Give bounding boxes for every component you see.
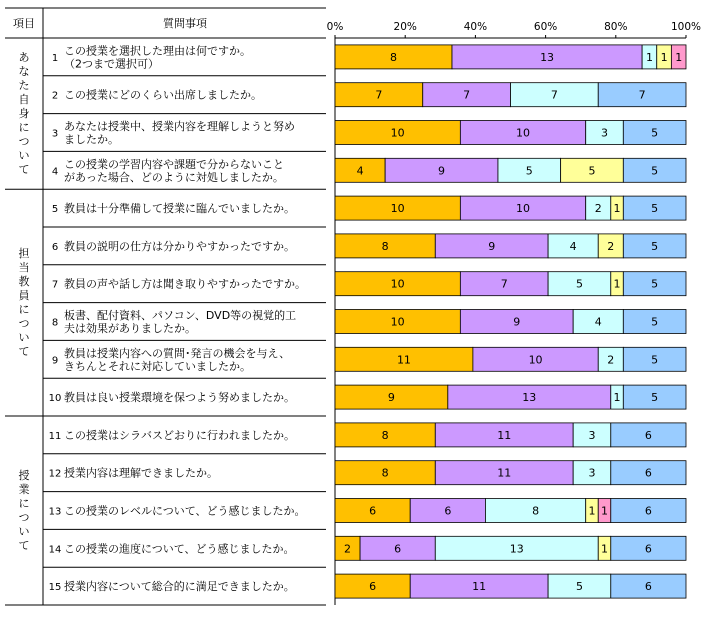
bar-segment-label: 7 [463,88,471,102]
question-number: 8 [51,317,59,329]
question-text: 授業内容について総合的に満足できましたか。 [64,580,295,594]
bar-segment-label: 10 [516,202,531,216]
bar-segment-label: 11 [497,466,512,480]
question-column-header: 質問事項 [163,17,207,30]
bar-segment-label: 4 [594,315,602,329]
x-tick-label: 20% [393,21,417,33]
bar-segment-label: 9 [387,391,395,405]
bar-segment-label: 4 [569,239,577,253]
bar-segment-label: 3 [588,466,596,480]
question-number: 12 [48,468,62,480]
question-text: 教員は十分準備して授業に臨んでいましたか。 [64,202,295,216]
bar-segment-label: 6 [644,504,652,518]
bar-segment-label: 6 [394,542,402,556]
x-tick-label: 60% [533,21,558,33]
bar-segment-label: 6 [369,580,377,594]
question-text: この授業はシラバスどおりに行われましたか。 [64,428,295,442]
bar-segment-label: 1 [601,504,609,518]
question-number: 11 [48,430,62,442]
bar-segment-label: 5 [651,315,659,329]
question-number: 10 [48,393,62,405]
bar-segment-label: 9 [488,239,496,253]
bar-segment-label: 10 [390,315,405,329]
question-table [5,8,326,38]
bar-segment-label: 6 [644,428,652,442]
bar-segment-label: 9 [513,315,521,329]
bar-segment-label: 11 [472,580,487,594]
bar-segment-label: 1 [660,50,668,64]
question-text: きちんとそれに対応していましたか。 [64,359,251,373]
bar-segment-label: 7 [638,88,646,102]
question-text: ましたか。 [64,133,119,146]
x-tick-label: 100% [670,21,702,33]
bar-segment-label: 8 [390,50,397,64]
item-column-header: 項目 [13,17,35,30]
question-text: 教員は授業内容への質問･発言の機会を与え、 [64,346,291,360]
question-number: 14 [48,544,62,556]
bar-segment-label: 8 [381,466,389,480]
question-text: 夫は効果がありましたか。 [64,322,196,335]
category-label-0: あなた自身について [18,51,30,177]
x-tick-label: 0% [326,21,344,33]
bar-segment-label: 1 [613,202,621,216]
bar-segment-label: 5 [651,239,659,253]
bar-segment-label: 2 [594,202,602,216]
x-tick-label: 80% [604,21,628,33]
bar-segment-label: 1 [675,50,683,64]
question-text: 板書、配付資料、パソコン、DVD等の視覚的工 [64,309,297,322]
question-text: があった場合、どのように対処しましたか。 [64,170,284,184]
bar-segment-label: 1 [588,504,596,518]
question-text: この授業の進度について、どう感じましたか。 [64,542,295,556]
bar-segment-label: 8 [381,239,389,253]
bar-segment-label: 10 [516,126,531,140]
bar-segment-label: 5 [575,580,583,594]
bar-segment-label: 10 [528,353,543,367]
bar-segment-label: 6 [644,466,652,480]
bar-segment-label: 7 [550,88,558,102]
bar-segment-label: 1 [613,277,621,291]
question-number: 6 [51,241,59,253]
bar-segment-label: 2 [607,353,615,367]
bar-segment-label: 5 [651,353,659,367]
category-label-2: 授業について [18,469,30,552]
bar-segment-label: 5 [651,391,659,405]
question-text: 授業内容は理解できましたか。 [64,466,218,480]
category-groups [5,51,43,605]
question-text: 教員は良い授業環境を保つよう努めましたか。 [64,391,295,405]
bar-segment-label: 10 [390,202,405,216]
question-number: 2 [51,90,59,102]
bar-segment-label: 6 [644,542,652,556]
bar-segment-label: 5 [588,164,596,178]
x-axis [327,21,701,38]
bar-segment-label: 13 [522,391,537,405]
bar-segment-label: 2 [344,542,352,556]
question-number: 9 [51,355,59,367]
bar-segment-label: 1 [613,391,621,405]
bar-segment-label: 4 [356,164,364,178]
question-number: 15 [48,582,62,594]
bar-segment-label: 13 [509,542,524,556]
question-text: この授業の学習内容や課題で分からないこと [64,157,284,171]
bar-segment-label: 11 [396,353,411,367]
question-number: 3 [51,128,59,140]
question-text: あなたは授業中、授業内容を理解しようと努め [64,120,295,133]
bar-segment-label: 13 [540,50,555,64]
bar-segment-label: 6 [444,504,452,518]
question-rows [43,38,326,605]
bar-segment-label: 5 [651,277,659,291]
bar-segment-label: 11 [497,428,512,442]
bar-segment-label: 7 [375,88,383,102]
bar-segment-label: 7 [500,277,508,291]
bar-segment-label: 5 [651,202,659,216]
bar-segment-label: 8 [532,504,540,518]
bar-segment-label: 5 [525,164,533,178]
bar-segment-label: 2 [607,239,615,253]
bar-segment-label: 10 [390,126,405,140]
bar-segment-label: 3 [588,428,596,442]
question-text: この授業にどのくらい出席しましたか。 [64,88,262,102]
bars [335,45,686,598]
question-text: 教員の説明の仕方は分かりやすかったですか。 [64,239,295,253]
bar-segment-label: 1 [601,542,609,556]
bar-segment-label: 6 [644,580,652,594]
bar-segment-label: 9 [438,164,446,178]
question-text: 教員の声や話し方は聞き取りやすかったですか。 [64,277,306,291]
bar-segment-label: 6 [369,504,377,518]
bar-segment-label: 5 [575,277,583,291]
bar-segment-label: 1 [645,50,653,64]
bar-segment-label: 5 [651,164,659,178]
category-label-1: 担当教員について [18,247,30,359]
question-number: 7 [51,279,59,291]
question-number: 13 [48,506,62,518]
question-number: 5 [51,204,59,216]
question-text: この授業を選択した理由は何ですか。 [64,44,251,58]
bar-segment-label: 8 [381,428,389,442]
x-tick-label: 40% [463,21,488,33]
bar-segment-label: 3 [601,126,609,140]
bar-segment-label: 10 [390,277,405,291]
question-number: 1 [51,52,59,64]
question-text: この授業のレベルについて、どう感じましたか。 [64,504,306,518]
question-text: （2つまで選択可） [64,57,159,71]
question-number: 4 [51,166,59,178]
bar-segment-label: 5 [651,126,659,140]
